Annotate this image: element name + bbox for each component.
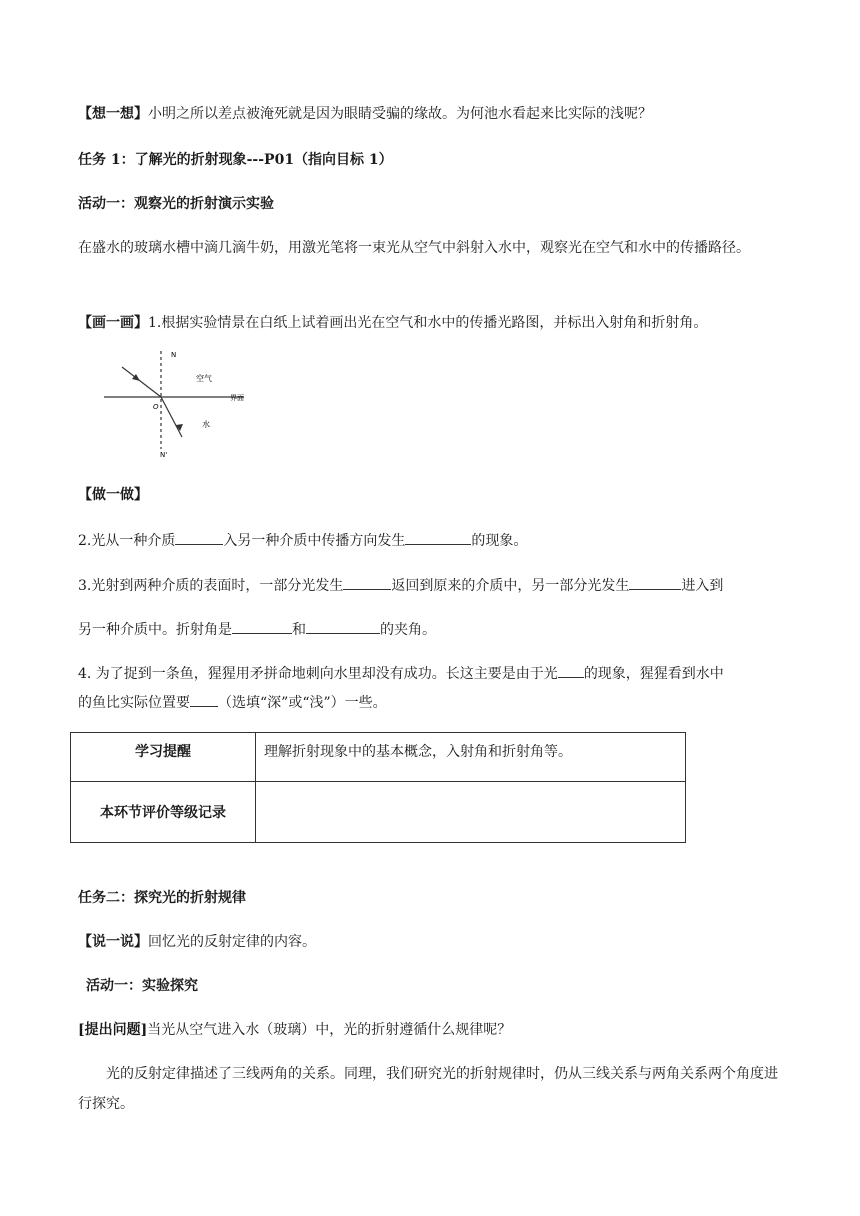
intro-paragraph: 在盛水的玻璃水槽中滴几滴牛奶，用激光笔将一束光从空气中斜射入水中，观察光在空气和水中的传播路径。 (78, 240, 750, 256)
question-3-line-1 (78, 575, 723, 596)
activity1-title: 活动一：观察光的折射演示实验 (78, 196, 274, 212)
label-n-top: N (171, 351, 177, 359)
label-air: 空气 (196, 374, 212, 383)
table-label: 本环节评价等级记录 (71, 782, 256, 843)
q3-text-c: 进入到 (681, 578, 724, 594)
draw-tag: 【画一画】 (78, 315, 148, 331)
q4-text-c: 的鱼比实际位置要 (78, 695, 190, 711)
think-text: 小明之所以差点被淹死就是因为眼睛受骗的缘故。为何池水看起来比实际的浅呢？ (148, 106, 652, 122)
closing-paragraph: 光的反射定律描述了三线两角的关系。同理，我们研究光的折射规律时，仍从三线关系与两角关系两个角度进行探究。 (78, 1066, 778, 1112)
draw-paragraph (78, 313, 707, 333)
task1-title: 任务 1：了解光的折射现象---P01（指向目标 1） (78, 152, 393, 168)
activity2-title: 活动一：实验探究 (86, 978, 198, 994)
label-o: O (153, 403, 159, 411)
q3-blank-3[interactable] (232, 619, 292, 634)
question-text: 当光从空气进入水（玻璃）中，光的折射遵循什么规律呢？ (147, 1022, 512, 1038)
q3-text-b: 返回到原来的介质中，另一部分光发生 (391, 578, 630, 594)
think-tag: 【想一想】 (78, 106, 148, 122)
q4-text-a: 4. 为了捉到一条鱼，猩猩用矛拼命地刺向水里却没有成功。长这主要是由于光 (78, 666, 558, 682)
say-text: 回忆光的反射定律的内容。 (148, 934, 316, 950)
incident-ray (122, 367, 161, 397)
table-value: 理解折射现象中的基本概念，入射角和折射角等。 (256, 733, 686, 782)
question-4-line-2 (78, 692, 387, 713)
label-water: 水 (202, 420, 210, 429)
question-4-line-1 (78, 663, 724, 684)
task2-title: 任务二：探究光的折射规律 (78, 890, 246, 906)
q4-text-b: 的现象，猩猩看到水中 (583, 666, 724, 682)
think-paragraph (78, 104, 652, 124)
q3-text-f: 的夹角。 (380, 622, 436, 638)
label-interface: 界面 (230, 394, 244, 402)
q3-blank-2[interactable] (629, 575, 681, 590)
q3-blank-4[interactable] (306, 619, 380, 634)
q4-text-d: （选填“深”或“浅”）一些。 (218, 695, 387, 711)
q3-text-d: 另一种介质中。折射角是 (78, 622, 232, 638)
q3-text-e: 和 (292, 622, 306, 638)
q3-blank-1[interactable] (343, 575, 391, 590)
q2-blank-1[interactable] (175, 530, 223, 545)
q4-blank-2[interactable] (190, 692, 218, 707)
question-paragraph (78, 1020, 511, 1040)
q2-text-c: 的现象。 (471, 533, 528, 549)
question-tag: [提出问题] (78, 1022, 148, 1038)
q2-text-b: 入另一种介质中传播方向发生 (223, 533, 406, 549)
refracted-ray (161, 397, 182, 437)
label-n-bottom: N' (160, 451, 168, 459)
study-reminder-table (70, 732, 686, 843)
q2-blank-2[interactable] (405, 530, 471, 545)
say-paragraph (78, 932, 316, 952)
question-3-line-2 (78, 619, 436, 640)
refraction-diagram (104, 345, 264, 460)
do-tag: 【做一做】 (78, 487, 148, 503)
table-row (71, 782, 686, 843)
q3-text-a: 3.光射到两种介质的表面时，一部分光发生 (78, 578, 344, 594)
say-tag: 【说一说】 (78, 934, 148, 950)
table-row (71, 733, 686, 782)
q4-blank-1[interactable] (558, 663, 584, 678)
draw-text: 1.根据实验情景在白纸上试着画出光在空气和水中的传播光路图，并标出入射角和折射角。 (148, 315, 708, 331)
q2-text-a: 2.光从一种介质 (78, 533, 176, 549)
table-label: 学习提醒 (71, 733, 256, 782)
question-2 (78, 530, 527, 551)
evaluation-record-cell[interactable] (256, 782, 686, 843)
